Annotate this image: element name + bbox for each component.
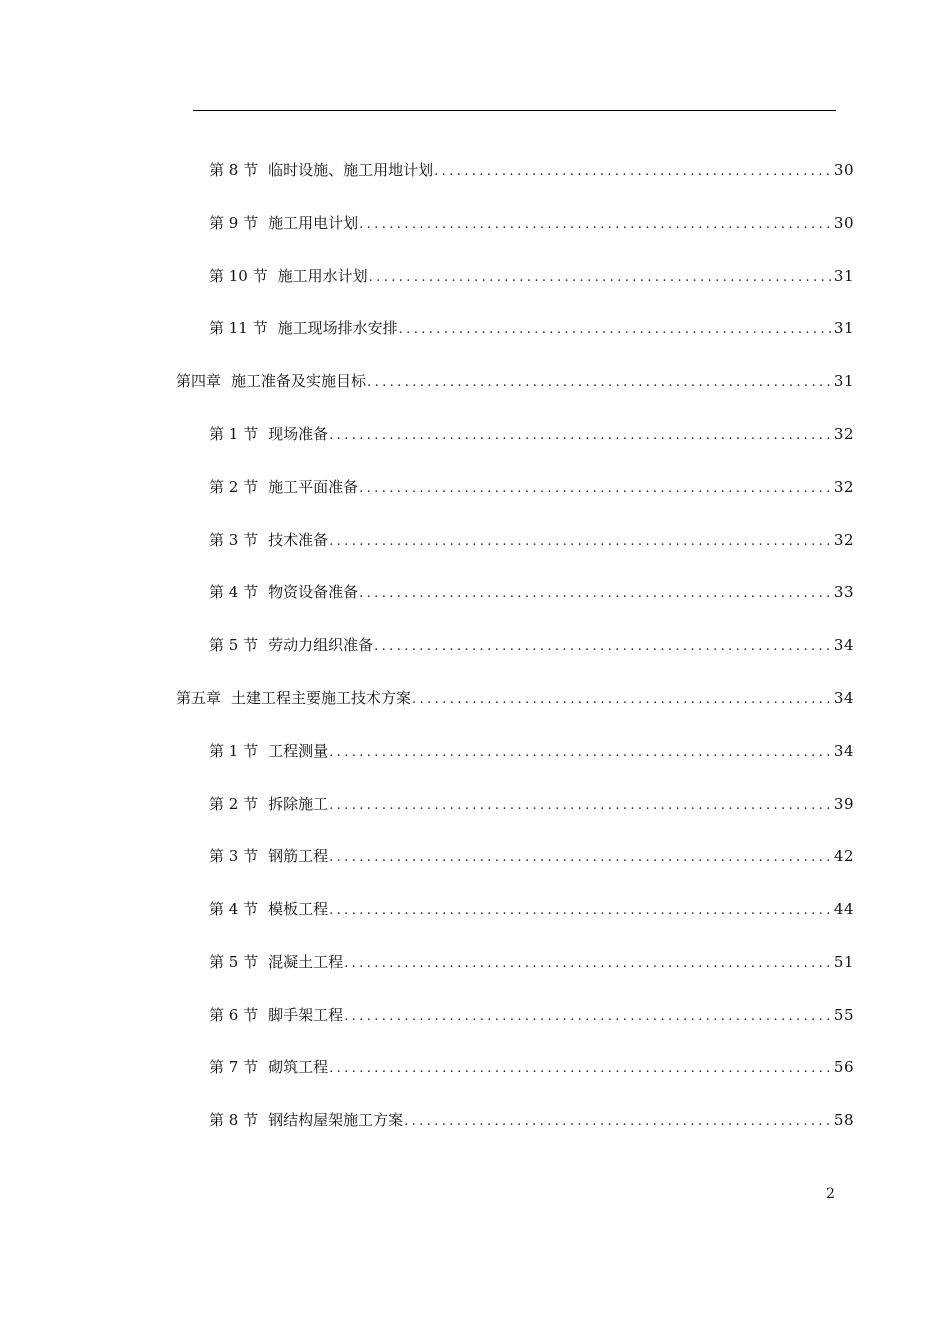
dot-leader [359, 477, 832, 501]
toc-entry-page: 58 [833, 1111, 854, 1129]
toc-entry-page: 31 [833, 372, 854, 390]
toc-entry[interactable] [209, 1055, 854, 1079]
toc-entry-title: 工程测量 [268, 742, 329, 760]
toc-entry-number: 第 2 节 [209, 478, 259, 496]
page-number: 2 [826, 1186, 835, 1202]
toc-entry-title: 物资设备准备 [268, 583, 359, 601]
toc-entry-number: 第 5 节 [209, 953, 259, 971]
toc-entry-number: 第五章 [176, 689, 222, 707]
toc-entry[interactable] [209, 844, 854, 868]
toc-entry[interactable] [209, 1108, 854, 1132]
toc-entry-page: 56 [833, 1058, 854, 1076]
toc-entry-number: 第 3 节 [209, 531, 259, 549]
toc-entry-title: 劳动力组织准备 [268, 636, 374, 654]
toc-entry[interactable] [209, 158, 854, 182]
toc-entry[interactable] [209, 264, 854, 288]
toc-entry-title: 拆除施工 [268, 795, 329, 813]
toc-entry-number: 第 1 节 [209, 742, 259, 760]
toc-entry[interactable] [209, 316, 854, 340]
toc-entry-title: 钢结构屋架施工方案 [268, 1111, 404, 1129]
toc-entry[interactable] [209, 475, 854, 499]
toc-entry-number: 第 9 节 [209, 214, 259, 232]
dot-leader [367, 371, 832, 395]
dot-leader [329, 741, 832, 765]
toc-entry-page: 30 [833, 161, 854, 179]
toc-entry-page: 34 [833, 742, 854, 760]
dot-leader [329, 899, 832, 923]
toc-entry-title: 临时设施、施工用地计划 [268, 161, 434, 179]
toc-chapter-entry[interactable] [176, 686, 854, 710]
toc-entry-title: 施工准备及实施目标 [231, 372, 367, 390]
dot-leader [329, 846, 832, 870]
toc-entry-number: 第 1 节 [209, 425, 259, 443]
dot-leader [329, 1057, 832, 1081]
toc-entry-title: 混凝土工程 [268, 953, 344, 971]
toc-entry-page: 30 [833, 214, 854, 232]
toc-entry-page: 33 [833, 583, 854, 601]
toc-chapter-entry[interactable] [176, 369, 854, 393]
toc-entry[interactable] [209, 211, 854, 235]
toc-entry-title: 施工用电计划 [268, 214, 359, 232]
toc-entry[interactable] [209, 897, 854, 921]
toc-entry-title: 脚手架工程 [268, 1006, 344, 1024]
dot-leader [369, 266, 832, 290]
toc-entry-number: 第 5 节 [209, 636, 259, 654]
toc-entry-title: 施工用水计划 [277, 267, 368, 285]
toc-entry-page: 34 [833, 636, 854, 654]
dot-leader [329, 530, 832, 554]
toc-entry-page: 51 [833, 953, 854, 971]
toc-entry-page: 44 [833, 900, 854, 918]
toc-entry-number: 第 4 节 [209, 900, 259, 918]
toc-entry-title: 技术准备 [268, 531, 329, 549]
toc-entry-number: 第 3 节 [209, 847, 259, 865]
dot-leader [359, 213, 832, 237]
toc-entry-number: 第 6 节 [209, 1006, 259, 1024]
toc-entry-title: 模板工程 [268, 900, 329, 918]
dot-leader [329, 794, 832, 818]
toc-entry-title: 土建工程主要施工技术方案 [231, 689, 412, 707]
toc-entry-number: 第 2 节 [209, 795, 259, 813]
toc-entry-number: 第 10 节 [209, 267, 268, 285]
dot-leader [434, 160, 832, 184]
dot-leader [359, 582, 832, 606]
toc-entry-page: 39 [833, 795, 854, 813]
toc-entry-page: 32 [833, 531, 854, 549]
dot-leader [329, 424, 832, 448]
dot-leader [404, 1110, 832, 1134]
toc-entry-title: 现场准备 [268, 425, 329, 443]
toc-entry-number: 第四章 [176, 372, 222, 390]
dot-leader [399, 318, 832, 342]
toc-entry[interactable] [209, 528, 854, 552]
header-rule [193, 110, 836, 111]
toc-entry-page: 42 [833, 847, 854, 865]
dot-leader [412, 688, 832, 712]
toc-entry[interactable] [209, 422, 854, 446]
toc-entry-number: 第 4 节 [209, 583, 259, 601]
toc-entry-title: 砌筑工程 [268, 1058, 329, 1076]
toc-entry-page: 55 [833, 1006, 854, 1024]
dot-leader [344, 952, 832, 976]
toc-entry-page: 32 [833, 478, 854, 496]
toc-entry-number: 第 8 节 [209, 1111, 259, 1129]
toc-entry-page: 31 [833, 267, 854, 285]
toc-entry-title: 施工平面准备 [268, 478, 359, 496]
toc-entry[interactable] [209, 792, 854, 816]
dot-leader [374, 635, 832, 659]
toc-entry[interactable] [209, 633, 854, 657]
toc-entry[interactable] [209, 950, 854, 974]
dot-leader [344, 1005, 832, 1029]
toc-entry-title: 钢筋工程 [268, 847, 329, 865]
toc-entry[interactable] [209, 739, 854, 763]
toc-entry-number: 第 8 节 [209, 161, 259, 179]
toc-entry-page: 31 [833, 319, 854, 337]
toc-entry[interactable] [209, 1003, 854, 1027]
toc-entry-page: 34 [833, 689, 854, 707]
toc-entry-title: 施工现场排水安排 [277, 319, 398, 337]
toc-entry-page: 32 [833, 425, 854, 443]
toc-entry-number: 第 7 节 [209, 1058, 259, 1076]
toc-entry-number: 第 11 节 [209, 319, 268, 337]
toc-entry[interactable] [209, 580, 854, 604]
